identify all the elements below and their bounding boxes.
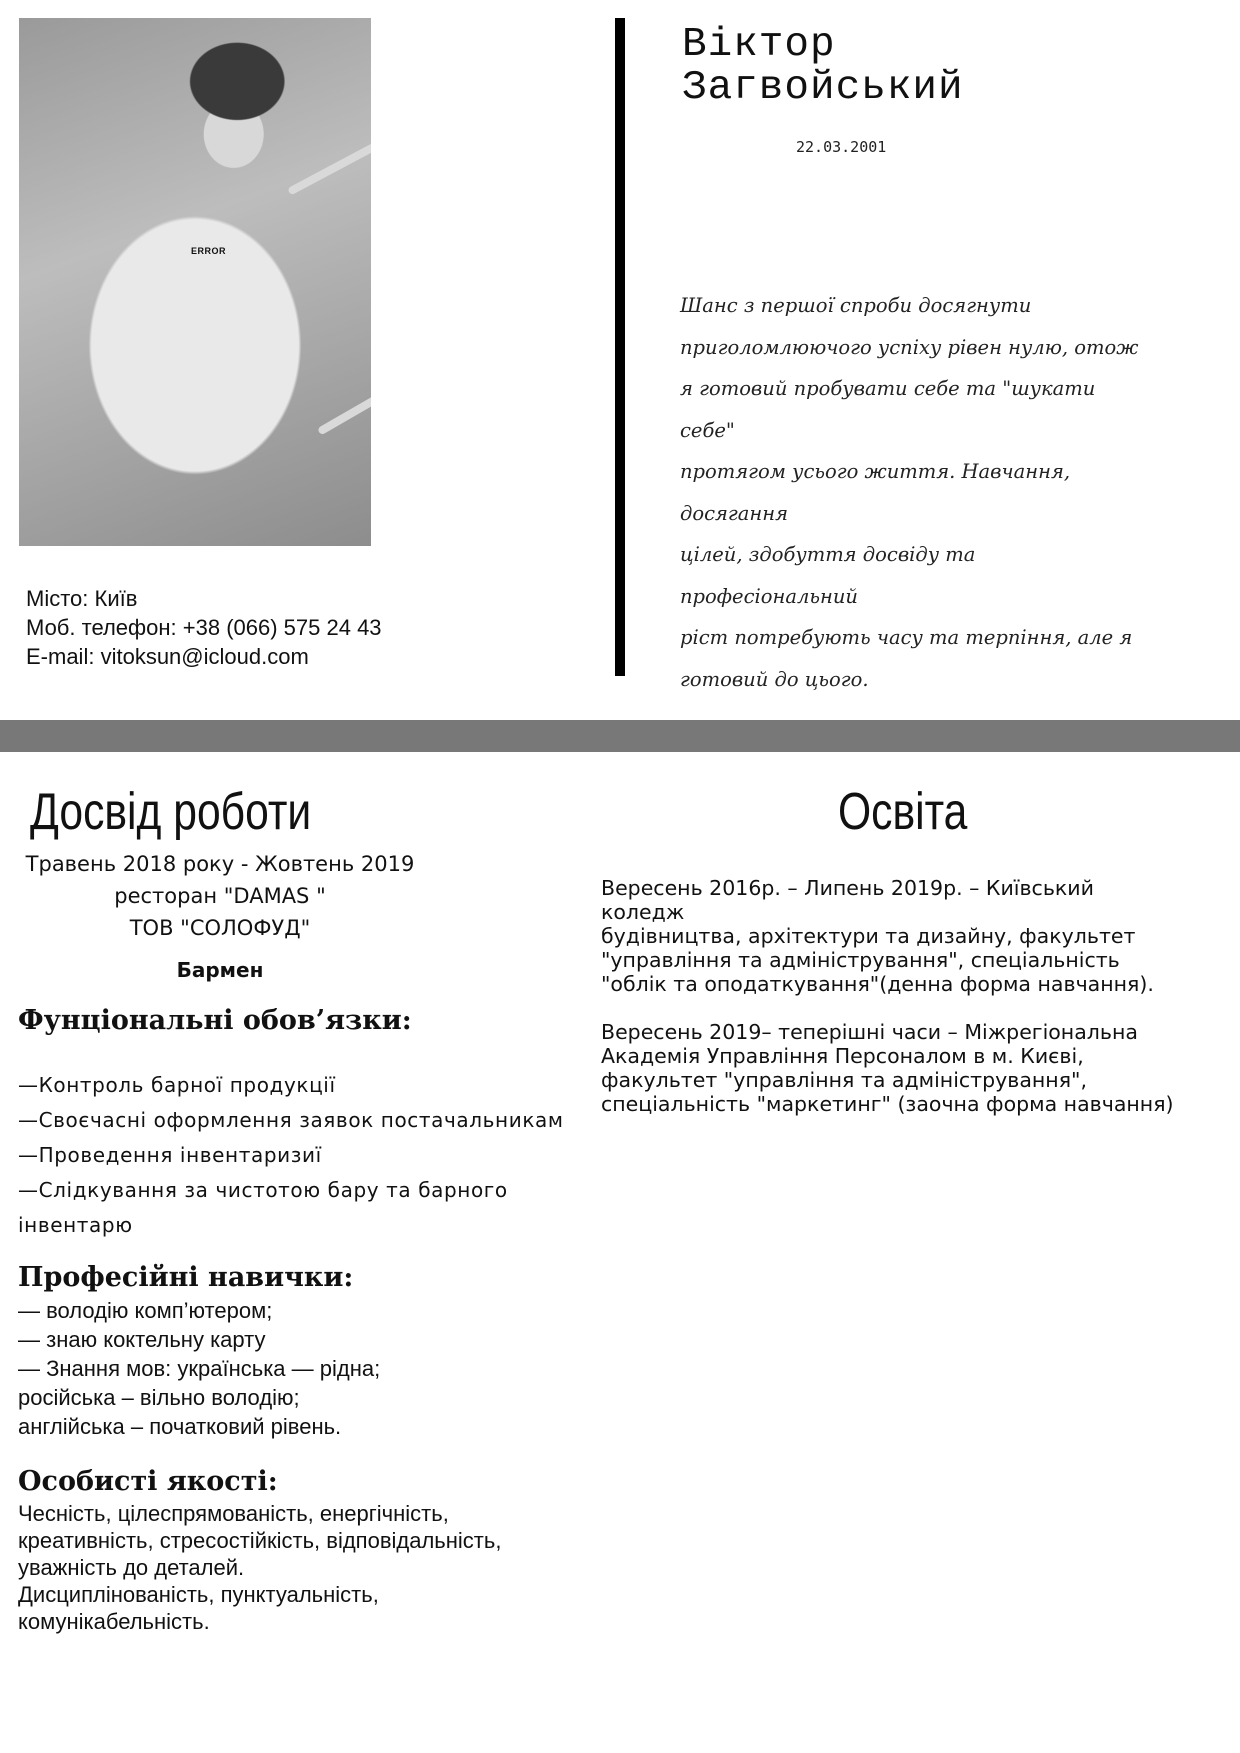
education-line: "управління та адміністрування", спеціальність	[601, 948, 1120, 972]
contact-value[interactable]: vitoksun@icloud.com	[100, 644, 309, 669]
motto-line: ріст потребують часу та терпіння, але я	[680, 626, 1133, 649]
photo-handrail	[317, 389, 371, 436]
contact-phone	[26, 613, 382, 642]
motto-line: Шанс з першої спроби досягнути	[680, 294, 1032, 317]
experience-heading: Досвід роботи	[30, 783, 312, 841]
duty-item: —Своєчасні оформлення заявок постачальникам	[18, 1108, 564, 1132]
skill-item: — Знання мов: українська — рідна;	[18, 1356, 381, 1381]
contact-info	[26, 584, 382, 671]
contact-email	[26, 642, 382, 671]
skill-item: англійська – початковий рівень.	[18, 1414, 342, 1439]
duty-item: —Проведення інвентаризиї	[18, 1143, 322, 1167]
education-line: Вересень 2019– теперішні часи – Міжрегіональна	[601, 1020, 1138, 1044]
job-role: Бармен	[176, 958, 264, 982]
quality-line: уважність до деталей.	[18, 1555, 245, 1580]
duties-heading: Фунціональні обов’язки:	[18, 1005, 412, 1036]
motto-line: цілей, здобуття досвіду та професіональний	[680, 543, 976, 608]
skills-list	[18, 1296, 380, 1441]
photo-shirt-text: ERROR	[191, 246, 227, 256]
skills-heading: Професійні навички:	[18, 1262, 354, 1293]
education-line: будівництва, архітектури та дизайну, факультет	[601, 924, 1136, 948]
job-period: Травень 2018 року - Жовтень 2019	[25, 852, 415, 876]
duties-list	[18, 1068, 588, 1243]
quality-line: креативність, стресостійкість, відповідальність,	[18, 1528, 502, 1553]
education-line: коледж	[601, 900, 685, 924]
motto-line: протягом усього життя. Навчання, досягання	[680, 460, 1071, 525]
job-company: ТОВ "СОЛОФУД"	[129, 916, 311, 940]
motto-line: я готовий пробувати себе та "шукати себе"	[680, 377, 1096, 442]
duty-item: —Контроль барної продукції	[18, 1073, 336, 1097]
contact-label: E-mail:	[26, 644, 95, 669]
contact-label: Місто:	[26, 586, 89, 611]
contact-city	[26, 584, 382, 613]
motto-line: готовий до цього.	[680, 667, 869, 691]
quality-line: комунікабельність.	[18, 1609, 210, 1634]
contact-value: Київ	[94, 586, 138, 611]
skill-item: — володію комп’ютером;	[18, 1298, 273, 1323]
vertical-divider	[615, 18, 625, 676]
job-place: ресторан "DAMAS "	[114, 884, 326, 908]
quality-line: Дисциплінованість, пунктуальність,	[18, 1582, 379, 1607]
qualities-list	[18, 1500, 578, 1635]
section-divider-band	[0, 720, 1240, 752]
profile-photo	[19, 18, 371, 546]
contact-label: Моб. телефон:	[26, 615, 177, 640]
education-line: факультет "управління та адміністрування",	[601, 1068, 1087, 1092]
duty-item: —Слідкування за чистотою бару та барного інвентарю	[18, 1178, 508, 1237]
education-line: Академія Управління Персоналом в м. Києві,	[601, 1044, 1084, 1068]
education-list	[601, 876, 1211, 1140]
education-line: Вересень 2016р. – Липень 2019р. – Київський	[601, 876, 1094, 900]
first-name: Віктор	[682, 22, 836, 68]
last-name: Загвойський	[682, 65, 964, 111]
quality-line: Чесність, цілеспрямованість, енергічність,	[18, 1501, 449, 1526]
photo-handrail	[287, 137, 371, 196]
education-line: спеціальність "маркетинг" (заочна форма навчання)	[601, 1092, 1174, 1116]
education-heading: Освіта	[838, 783, 968, 841]
motto	[680, 285, 1150, 700]
skill-item: російська – вільно володію;	[18, 1385, 300, 1410]
candidate-name	[682, 24, 964, 110]
motto-line: приголомлюючого успіху рівен нулю, отож	[680, 335, 1139, 359]
birth-date: 22.03.2001	[796, 138, 887, 156]
qualities-heading: Особисті якості:	[18, 1466, 278, 1497]
education-line: "облік та оподаткування"(денна форма навчання).	[601, 972, 1154, 996]
education-entry	[601, 1020, 1211, 1116]
education-entry	[601, 876, 1211, 996]
job-header	[0, 848, 440, 944]
skill-item: — знаю коктельну карту	[18, 1327, 266, 1352]
contact-value: +38 (066) 575 24 43	[182, 615, 382, 640]
